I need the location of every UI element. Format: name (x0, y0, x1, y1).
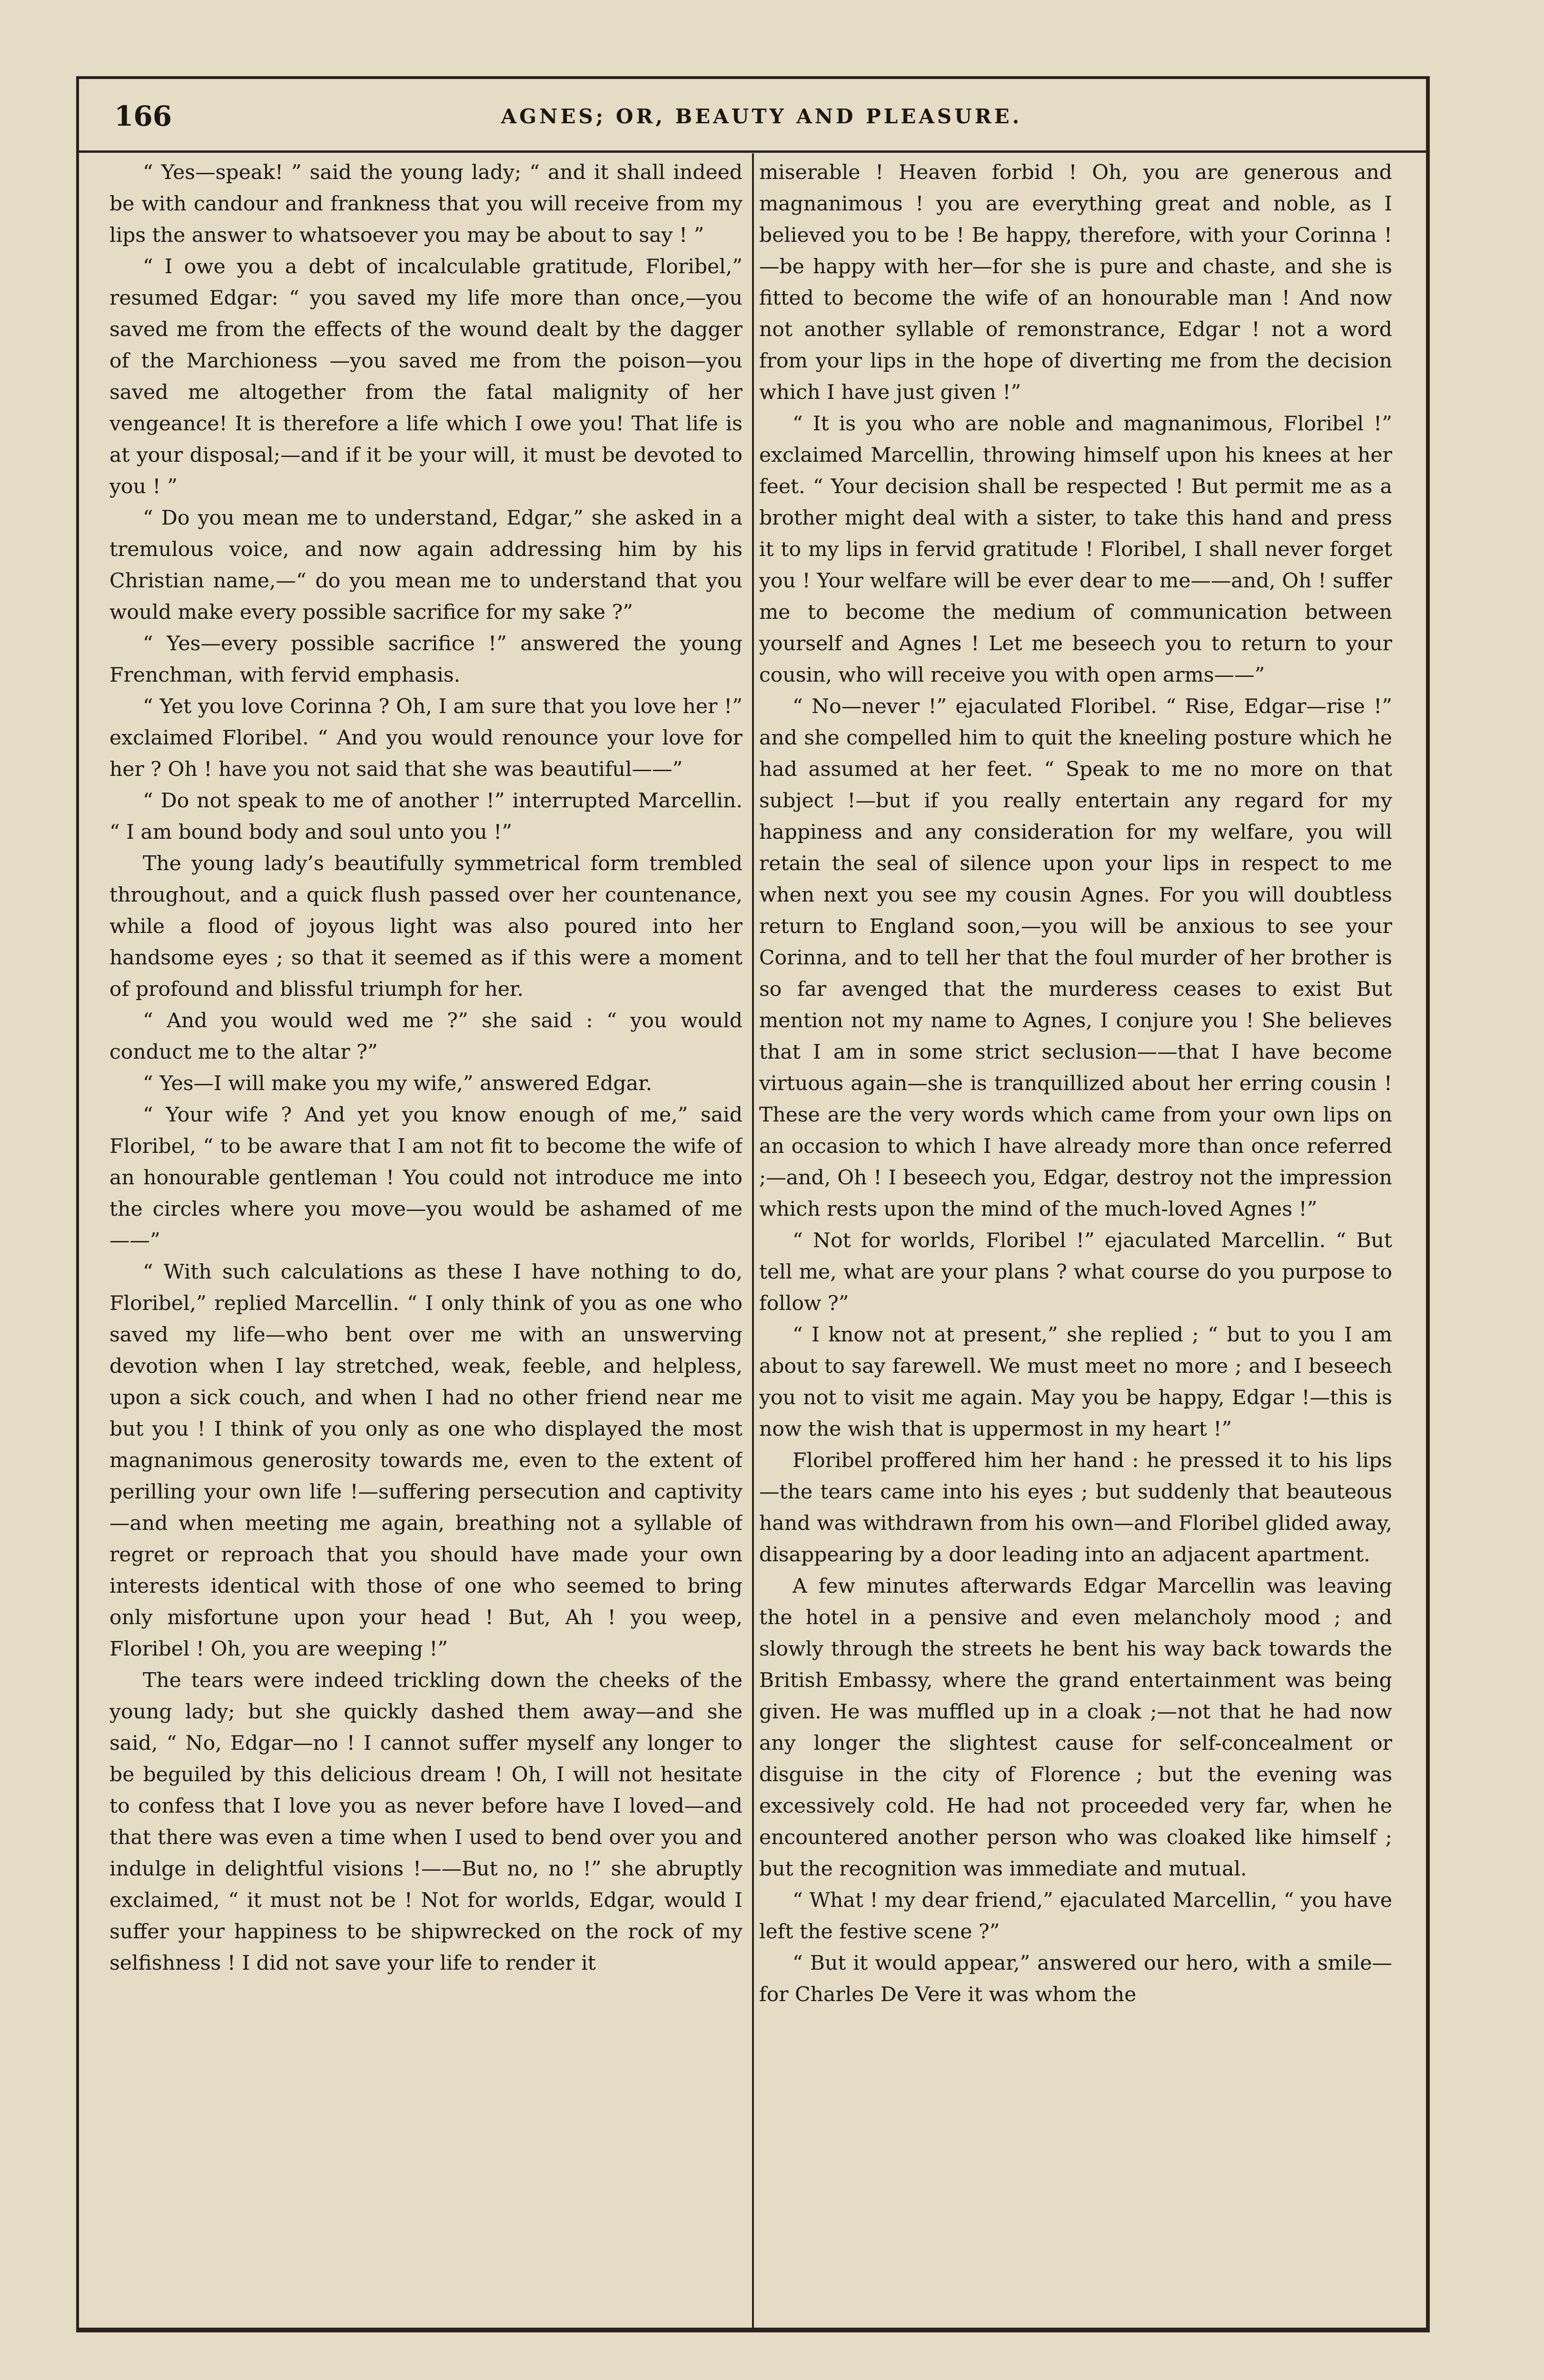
paragraph: “ I owe you a debt of incalculable gratitude, Floribel,” resumed Edgar: “ you saved my life more than once,—you saved me from the effects of the wound dealt by the dagger of the Marchioness —you saved me from the poison—you saved me altogether from the fatal malignity of her vengeance! It is therefore a life which I owe you! That life is at your disposal;—and if it be your will, it must be devoted to you ! ” (109, 255, 742, 498)
column-divider (752, 153, 754, 2329)
paragraph: miserable ! Heaven forbid ! Oh, you are generous and magnanimous ! you are everything great and noble, as I believed you to be ! Be happy, therefore, with your Corinna !—be happy with her—for she is pure and chaste, and she is fitted to become the wife of an honourable man ! And now not another syllable of remonstrance, Edgar ! not a word from your lips in the hope of diverting me from the decision which I have just given !” (759, 161, 1392, 404)
paragraph: “ Yes—every possible sacrifice !” answered the young Frenchman, with fervid emphasis. (109, 632, 742, 687)
left-column (109, 157, 742, 2309)
paragraph: “ Do not speak to me of another !” interrupted Marcellin. “ I am bound body and soul unto you !” (109, 789, 742, 844)
paragraph: “ It is you who are noble and magnanimous, Floribel !” exclaimed Marcellin, throwing himself upon his knees at her feet. “ Your decision shall be respected ! But permit me as a brother might deal with a sister, to take this hand and press it to my lips in fervid gratitude ! Floribel, I shall never forget you ! Your welfare will be ever dear to me——and, Oh ! suffer me to become the medium of communication between yourself and Agnes ! Let me beseech you to return to your cousin, who will receive you with open arms——” (759, 412, 1392, 687)
paragraph: A few minutes afterwards Edgar Marcellin was leaving the hotel in a pensive and even melancholy mood ; and slowly through the streets he bent his way back towards the British Embassy, where the grand entertainment was being given. He was muffled up in a cloak ;—not that he had now any longer the slightest cause for self-concealment or disguise in the city of Florence ; but the evening was excessively cold. He had not proceeded very far, when he encountered another person who was cloaked like himself ; but the recognition was immediate and mutual. (759, 1575, 1392, 1881)
paragraph: “ What ! my dear friend,” ejaculated Marcellin, “ you have left the festive scene ?” (759, 1889, 1392, 1944)
paragraph: Floribel proffered him her hand : he pressed it to his lips—the tears came into his eyes ; but suddenly that beauteous hand was withdrawn from his own—and Floribel glided away, disappearing by a door leading into an adjacent apartment. (759, 1449, 1392, 1567)
paragraph: The young lady’s beautifully symmetrical form trembled throughout, and a quick flush passed over her countenance, while a flood of joyous light was also poured into her handsome eyes ; so that it seemed as if this were a moment of profound and blissful triumph for her. (109, 852, 742, 1001)
running-head: AGNES; OR, BEAUTY AND PLEASURE. (501, 105, 1022, 128)
right-column (759, 157, 1392, 2309)
paragraph: “ And you would wed me ?” she said : “ you would conduct me to the altar ?” (109, 1009, 742, 1064)
paragraph: “ But it would appear,” answered our hero, with a smile—for Charles De Vere it was whom the (759, 1952, 1392, 2006)
paragraph: “ No—never !” ejaculated Floribel. “ Rise, Edgar—rise !” and she compelled him to quit the kneeling posture which he had assumed at her feet. “ Speak to me no more on that subject !—but if you really entertain any regard for my happiness and any consideration for my welfare, you will retain the seal of silence upon your lips in respect to me when next you see my cousin Agnes. For you will doubtless return to England soon,—you will be anxious to see your Corinna, and to tell her that the foul murder of her brother is so far avenged that the murderess ceases to exist But mention not my name to Agnes, I conjure you ! She believes that I am in some strict seclusion——that I have become virtuous again—she is tranquillized about her erring cousin ! These are the very words which came from your own lips on an occasion to which I have already more than once referred ;—and, Oh ! I beseech you, Edgar, destroy not the impression which rests upon the mind of the much-loved Agnes !” (759, 695, 1392, 1221)
page-header (109, 95, 1414, 152)
paragraph: The tears were indeed trickling down the cheeks of the young lady; but she quickly dashed them away—and she said, “ No, Edgar—no ! I cannot suffer myself any longer to be beguiled by this delicious dream ! Oh, I will not hesitate to confess that I love you as never before have I loved—and that there was even a time when I used to bend over you and indulge in delightful visions !——But no, no !” she abruptly exclaimed, “ it must not be ! Not for worlds, Edgar, would I suffer your happiness to be shipwrecked on the rock of my selfishness ! I did not save your life to render it (109, 1669, 742, 1975)
header-rule (79, 150, 1428, 153)
paragraph: “ Yes—speak! ” said the young lady; “ and it shall indeed be with candour and frankness that you will receive from my lips the answer to whatsoever you may be about to say ! ” (109, 161, 742, 247)
paragraph: “ Do you mean me to understand, Edgar,” she asked in a tremulous voice, and now again addressing him by his Christian name,—“ do you mean me to understand that you would make every possible sacrifice for my sake ?” (109, 506, 742, 624)
paragraph: “ Yet you love Corinna ? Oh, I am sure that you love her !” exclaimed Floribel. “ And you would renounce your love for her ? Oh ! have you not said that she was beautiful——” (109, 695, 742, 781)
paragraph: “ Yes—I will make you my wife,” answered Edgar. (143, 1072, 653, 1095)
paragraph: “ Not for worlds, Floribel !” ejaculated Marcellin. “ But tell me, what are your plans ? what course do you purpose to follow ?” (759, 1229, 1392, 1315)
paragraph: “ With such calculations as these I have nothing to do, Floribel,” replied Marcellin. “ I only think of you as one who saved my life—who bent over me with an unswerving devotion when I lay stretched, weak, feeble, and helpless, upon a sick couch, and when I had no other friend near me but you ! I think of you only as one who displayed the most magnanimous generosity towards me, even to the extent of perilling your own life !—suffering persecution and captivity—and when meeting me again, breathing not a syllable of regret or reproach that you should have made your own interests identical with those of one who seemed to bring only misfortune upon your head ! But, Ah ! you weep, Floribel ! Oh, you are weeping !” (109, 1260, 742, 1661)
paragraph: “ I know not at present,” she replied ; “ but to you I am about to say farewell. We must meet no more ; and I beseech you not to visit me again. May you be happy, Edgar !—this is now the wish that is uppermost in my heart !” (759, 1323, 1392, 1441)
paragraph: “ Your wife ? And yet you know enough of me,” said Floribel, “ to be aware that I am not fit to become the wife of an honourable gentleman ! You could not introduce me into the circles where you move—you would be ashamed of me——” (109, 1103, 742, 1252)
page-number: 166 (114, 100, 172, 132)
